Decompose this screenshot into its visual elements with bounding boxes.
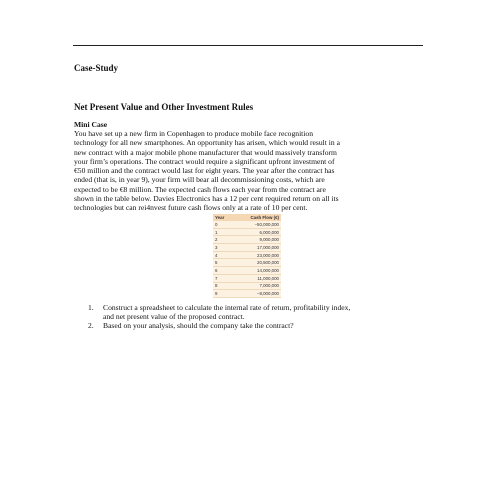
question-list <box>88 303 433 331</box>
year-column-header: Year <box>213 214 229 221</box>
paragraph-line: technologies but can rei4nvest future cash flows only at a rate of 10 per cent. <box>74 203 308 213</box>
table-row <box>213 274 281 282</box>
chapter-title: Net Present Value and Other Investment Rules <box>74 102 254 112</box>
table-row <box>213 221 281 228</box>
table-row <box>213 228 281 236</box>
table-row <box>213 259 281 267</box>
cash-flow-cell: −50,000,000 <box>229 221 281 228</box>
paragraph-line: €50 million and the contract would last for eight years. The year after the contract has <box>74 166 335 176</box>
cash-flow-cell: 20,500,000 <box>229 259 281 267</box>
table-row <box>213 290 281 298</box>
table-header-row <box>213 214 281 221</box>
question-line: Based on your analysis, should the company take the contract? <box>103 321 294 331</box>
year-cell: 9 <box>213 290 229 298</box>
cash-flow-column-header: Cash Flow (€) <box>229 214 281 221</box>
cash-flow-cell: 7,000,000 <box>229 282 281 290</box>
year-cell: 8 <box>213 282 229 290</box>
paragraph-line: expected to be €8 million. The expected cash flows each year from the contract are <box>74 184 326 194</box>
cash-flow-cell: 6,000,000 <box>229 228 281 236</box>
cash-flow-cell: 23,000,000 <box>229 251 281 259</box>
year-cell: 0 <box>213 221 229 228</box>
cash-flow-cell: −8,000,000 <box>229 290 281 298</box>
case-paragraph <box>74 129 424 213</box>
paragraph-line: ended (that is, in year 9), your firm will bear all decommissioning costs, which are <box>74 175 325 185</box>
question-item <box>88 321 433 330</box>
paragraph-line: new contract with a major mobile phone manufacturer that would massively transform <box>74 147 337 157</box>
question-number: 1. <box>88 303 94 312</box>
paragraph-line: You have set up a new firm in Copenhagen to produce mobile face recognition <box>74 129 313 138</box>
table-row <box>213 282 281 290</box>
table-row <box>213 251 281 259</box>
table-row <box>213 236 281 244</box>
cash-flow-cell: 17,000,000 <box>229 244 281 252</box>
year-cell: 3 <box>213 244 229 252</box>
question-line: and net present value of the proposed contract. <box>103 312 245 322</box>
mini-case-label: Mini Case <box>74 120 108 129</box>
top-rule <box>73 45 423 46</box>
paragraph-line: shown in the table below. Davies Electronics has a 12 per cent required return on all its <box>74 194 339 204</box>
question-number: 2. <box>88 321 94 331</box>
year-cell: 5 <box>213 259 229 267</box>
cash-flow-cell: 11,000,000 <box>229 274 281 282</box>
year-cell: 2 <box>213 236 229 244</box>
year-cell: 4 <box>213 251 229 259</box>
year-cell: 6 <box>213 267 229 275</box>
cash-flow-cell: 14,000,000 <box>229 267 281 275</box>
question-item <box>88 303 433 321</box>
question-line: Construct a spreadsheet to calculate the internal rate of return, profitability index, <box>103 303 351 312</box>
cash-flow-table <box>213 214 281 298</box>
section-label: Case-Study <box>74 63 119 73</box>
table-row <box>213 267 281 275</box>
paragraph-line: technology for all new smartphones. An opportunity has arisen, which would result in a <box>74 138 340 148</box>
paragraph-line: your firm’s operations. The contract would require a significant upfront investment of <box>74 156 335 166</box>
year-cell: 7 <box>213 274 229 282</box>
table-row <box>213 244 281 252</box>
cash-flow-cell: 9,000,000 <box>229 236 281 244</box>
year-cell: 1 <box>213 228 229 236</box>
